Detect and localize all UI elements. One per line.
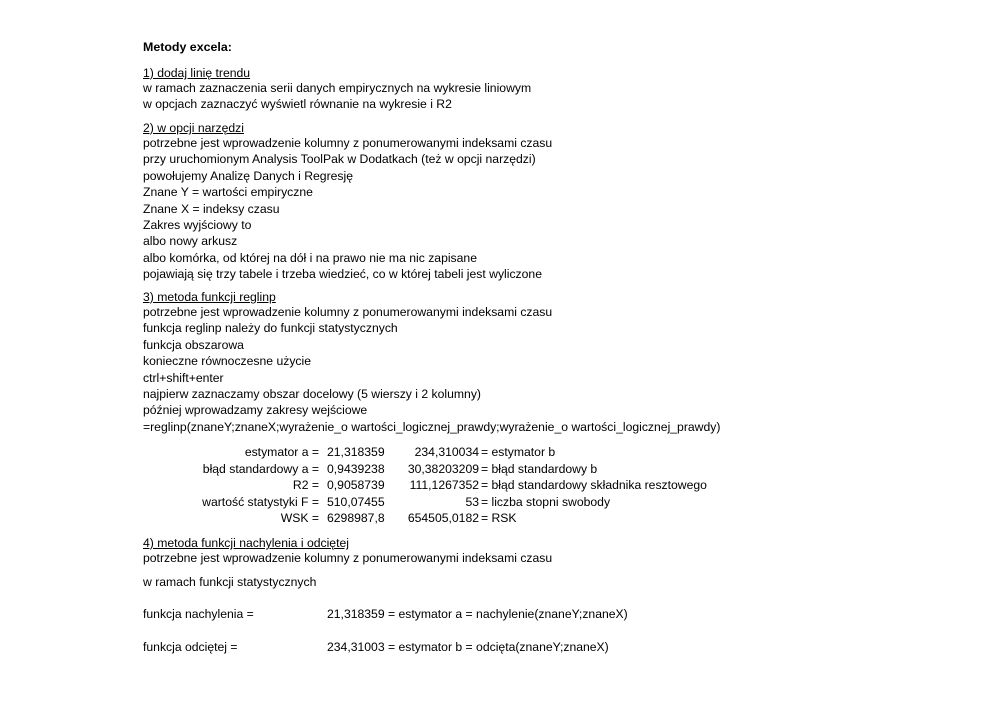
table-cell-value-a: 0,9439238 (327, 461, 385, 476)
table-cell-value-b: 234,310034 (414, 445, 479, 459)
table-cell-value-b: 111,1267352 (409, 478, 479, 492)
function-value: 234,31003 = estymator b = odcięta(znaneY;znaneX) (327, 640, 609, 654)
section-trendline (143, 66, 531, 113)
table-cell-label-b: = liczba stopni swobody (481, 494, 611, 509)
table-cell-label-b: = RSK (481, 511, 517, 525)
table-cell-value-a: 6298987,8 (327, 511, 385, 525)
table-cell-label-b: = błąd standardowy składnika resztowego (481, 478, 707, 492)
table-row (143, 477, 783, 493)
table-cell-label-b: = estymator b (481, 445, 556, 459)
function-row-intercept (143, 639, 843, 655)
text-line: powołujemy Analizę Danych i Regresję (143, 168, 354, 183)
text-line: Zakres wyjściowy to (143, 217, 252, 232)
function-value: 21,318359 = estymator a = nachylenie(znaneY;znaneX) (327, 607, 628, 621)
function-row-slope (143, 606, 843, 622)
section-heading-tools: 2) w opcji narzędzi (143, 121, 244, 135)
table-cell-value-a: 0,9058739 (327, 478, 385, 492)
text-line: Znane Y = wartości empiryczne (143, 185, 313, 200)
reglinp-formula: =reglinp(znaneY;znaneX;wyrażenie_o wartości_logicznej_prawdy;wyrażenie_o wartości_logicznej_prawdy) (143, 419, 721, 434)
section-note (143, 574, 316, 590)
table-row (143, 444, 783, 460)
text-line: funkcja obszarowa (143, 337, 244, 352)
text-line: konieczne równoczesne użycie (143, 354, 312, 369)
table-row (143, 510, 783, 526)
text-line: w ramach zaznaczenia serii danych empirycznych na wykresie liniowym (143, 81, 532, 95)
text-line: potrzebne jest wprowadzenie kolumny z ponumerowanymi indeksami czasu (143, 136, 553, 150)
text-line: pojawiają się trzy tabele i trzeba wiedzieć, co w której tabeli jest wyliczone (143, 267, 542, 282)
function-name: funkcja nachylenia = (143, 607, 254, 621)
function-name: funkcja odciętej = (143, 640, 238, 654)
text-line: potrzebne jest wprowadzenie kolumny z ponumerowanymi indeksami czasu (143, 551, 553, 565)
table-cell-value-b: 53 (465, 494, 479, 509)
table-row (143, 461, 783, 477)
table-cell-label-a: estymator a = (244, 445, 319, 459)
reglinp-result-table (143, 444, 783, 528)
section-heading-trendline: 1) dodaj linię trendu (143, 66, 251, 80)
section-tools (143, 121, 552, 283)
text-line: funkcja reglinp należy do funkcji statystycznych (143, 321, 398, 336)
document-title: Metody excela: (143, 40, 232, 54)
text-line: Znane X = indeksy czasu (143, 201, 280, 216)
text-line: albo nowy arkusz (143, 234, 238, 249)
text-line: albo komórka, od której na dół i na prawo nie ma nic zapisane (143, 250, 477, 265)
table-cell-label-a: WSK = (280, 511, 319, 525)
table-cell-label-a: R2 = (292, 478, 319, 492)
text-line: w opcjach zaznaczyć wyświetl równanie na wykresie i R2 (143, 97, 452, 112)
section-heading-reglinp: 3) metoda funkcji reglinp (143, 290, 276, 304)
table-cell-label-a: wartość statystyki F = (202, 494, 319, 509)
table-cell-value-b: 30,38203209 (407, 461, 479, 476)
table-cell-value-a: 510,07455 (327, 494, 385, 509)
text-line: najpierw zaznaczamy obszar docelowy (5 wierszy i 2 kolumny) (143, 386, 481, 401)
section-slope-intercept (143, 536, 552, 566)
text-line: przy uruchomionym Analysis ToolPak w Dodatkach (też w opcji narzędzi) (143, 152, 536, 167)
table-cell-value-a: 21,318359 (327, 445, 385, 459)
text-line: ctrl+shift+enter (143, 370, 224, 385)
text-line: potrzebne jest wprowadzenie kolumny z ponumerowanymi indeksami czasu (143, 305, 553, 319)
section-reglinp (143, 290, 720, 435)
table-cell-label-a: błąd standardowy a = (202, 461, 319, 476)
section-heading-slope-intercept: 4) metoda funkcji nachylenia i odciętej (143, 536, 349, 550)
table-cell-value-b: 654505,0182 (407, 511, 479, 525)
table-cell-label-b: = błąd standardowy b (481, 461, 598, 476)
text-line: w ramach funkcji statystycznych (143, 575, 317, 589)
text-line: później wprowadzamy zakresy wejściowe (143, 403, 368, 418)
table-row (143, 494, 783, 510)
